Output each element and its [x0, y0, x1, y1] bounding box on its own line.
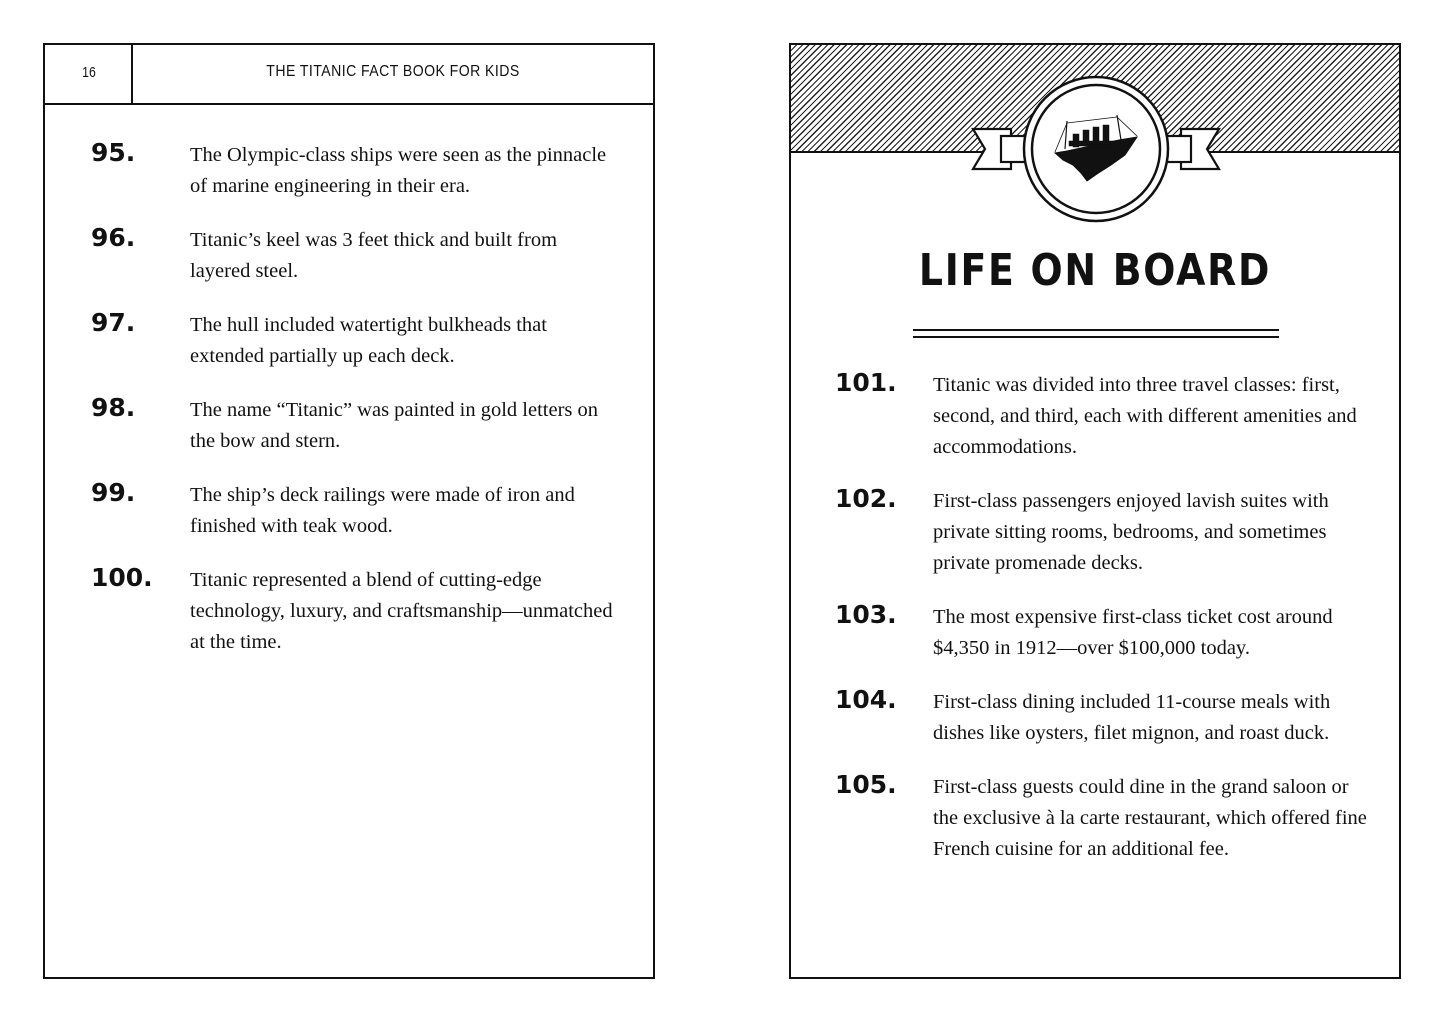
fact-list	[791, 370, 1399, 888]
book-title: THE TITANIC FACT BOOK FOR KIDS	[266, 63, 520, 80]
fact-text: Titanic represented a blend of cutting-edge technology, luxury, and craftsmanship—unmatched at the time.	[190, 569, 613, 653]
page-number: 16	[82, 64, 96, 81]
fact-text: The ship’s deck railings were made of iron and finished with teak wood.	[190, 484, 575, 537]
fact-item	[45, 310, 653, 372]
fact-text: First-class dining included 11-course meals with dishes like oysters, filet mignon, and roast duck.	[933, 691, 1331, 744]
fact-text: First-class passengers enjoyed lavish suites with private sitting rooms, bedrooms, and sometimes private promenade decks.	[933, 490, 1329, 574]
fact-item	[45, 225, 653, 287]
fact-text: The hull included watertight bulkheads that extended partially up each deck.	[190, 314, 547, 367]
fact-number: 101.	[835, 368, 897, 397]
fact-number: 100.	[91, 563, 153, 592]
fact-item	[45, 565, 653, 658]
fact-number: 95.	[91, 138, 136, 167]
fact-item	[791, 370, 1399, 463]
fact-number: 99.	[91, 478, 136, 507]
fact-item	[791, 486, 1399, 579]
right-page	[789, 43, 1401, 979]
fact-item	[45, 480, 653, 542]
fact-item	[45, 395, 653, 457]
fact-item	[791, 687, 1399, 749]
fact-number: 103.	[835, 600, 897, 629]
emblem	[971, 73, 1221, 233]
fact-number: 105.	[835, 770, 897, 799]
section-title: LIFE ON BOARD	[918, 245, 1272, 296]
title-rule	[913, 329, 1279, 331]
fact-text: The Olympic-class ships were seen as the pinnacle of marine engineering in their era.	[190, 144, 607, 197]
fact-number: 97.	[91, 308, 136, 337]
fact-text: First-class guests could dine in the grand saloon or the exclusive à la carte restaurant, which offered fine French cuisine for an additional fee.	[933, 776, 1367, 860]
fact-number: 96.	[91, 223, 136, 252]
fact-item	[45, 140, 653, 202]
fact-text: The most expensive first-class ticket cost around $4,350 in 1912—over $100,000 today.	[933, 606, 1333, 659]
fact-text: Titanic was divided into three travel classes: first, second, and third, each with different amenities and accommodations.	[933, 374, 1357, 458]
title-rule	[913, 336, 1279, 338]
left-page	[43, 43, 655, 979]
fact-list	[45, 140, 653, 681]
fact-number: 102.	[835, 484, 897, 513]
fact-text: The name “Titanic” was painted in gold letters on the bow and stern.	[190, 399, 598, 452]
page-header	[45, 45, 653, 105]
fact-item	[791, 602, 1399, 664]
fact-item	[791, 772, 1399, 865]
fact-number: 104.	[835, 685, 897, 714]
fact-number: 98.	[91, 393, 136, 422]
page-number-cell	[45, 45, 133, 103]
fact-text: Titanic’s keel was 3 feet thick and built from layered steel.	[190, 229, 558, 282]
